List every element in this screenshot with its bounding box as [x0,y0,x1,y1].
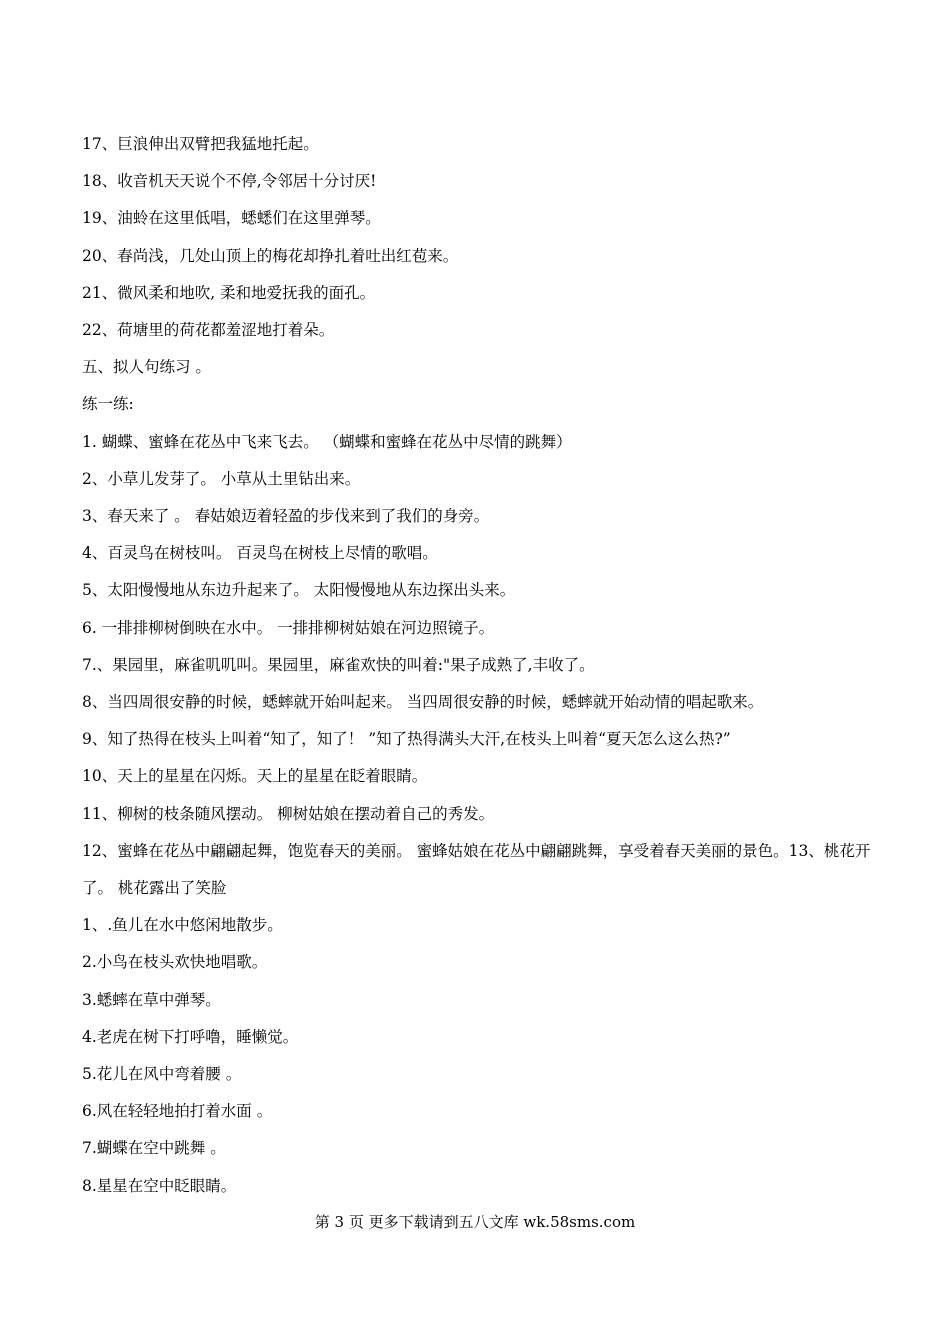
sentence-line: 19、油蛉在这里低唱，蟋蟋们在这里弹琴。 [82,209,381,228]
exercise-line: 2、小草儿发芽了。 小草从土里钻出来。 [82,469,361,488]
example-line: 7.蝴蝶在空中跳舞 。 [82,1139,226,1158]
exercise-line: 1. 蝴蝶、蜜蜂在花丛中飞来飞去。 （蝴蝶和蜜蜂在花丛中尽情的跳舞） [82,432,572,451]
example-line: 4.老虎在树下打呼噜，睡懒觉。 [82,1027,299,1046]
example-line: 5.花儿在风中弯着腰 。 [82,1065,242,1084]
sentence-line: 20、春尚浅，几处山顶上的梅花却挣扎着吐出红苞来。 [82,246,459,265]
exercise-line: 11、柳树的枝条随风摆动。 柳树姑娘在摆动着自己的秀发。 [82,804,495,823]
sentence-line: 21、微风柔和地吹, 柔和地爱抚我的面孔。 [82,283,376,302]
example-line: 3.蟋蟀在草中弹琴。 [82,990,221,1009]
exercise-line: 9、知了热得在枝头上叫着“知了，知了！ ”知了热得满头大汗,在枝头上叫着“夏天怎么这么热?” [82,730,731,749]
example-line: 6.风在轻轻地拍打着水面 。 [82,1102,273,1121]
exercise-line: 10、天上的星星在闪烁。天上的星星在眨着眼睛。 [82,767,428,786]
exercise-heading: 练一练: [82,395,134,414]
exercise-line: 6. 一排排柳树倒映在水中。 一排排柳树姑娘在河边照镜子。 [82,618,495,637]
exercise-line: 4、百灵鸟在树枝叫。 百灵鸟在树枝上尽情的歌唱。 [82,544,438,563]
exercise-line: 7.、果园里，麻雀叽叽叫。果园里，麻雀欢快的叫着:"果子成熟了,丰收了。 [82,655,595,674]
sentence-line: 22、荷塘里的荷花都羞涩地打着朵。 [82,321,335,340]
section-heading: 五、拟人句练习 。 [82,358,211,377]
document-body [82,126,882,1205]
sentence-line: 17、巨浪伸出双臂把我猛地托起。 [82,135,319,153]
page-footer: 第 3 页 更多下载请到五八文库 wk.58sms.com [314,1213,636,1231]
example-line: 8.星星在空中眨眼睛。 [82,1176,237,1195]
example-line: 2.小鸟在枝头欢快地唱歌。 [82,953,268,972]
exercise-line: 3、春天来了 。 春姑娘迈着轻盈的步伐来到了我们的身旁。 [82,507,490,526]
exercise-line: 8、当四周很安静的时候，蟋蟀就开始叫起来。 当四周很安静的时候，蟋蟀就开始动情的唱起歌来。 [82,693,764,712]
sentence-line: 18、收音机天天说个不停,令邻居十分讨厌! [82,172,377,191]
example-line: 1、.鱼儿在水中悠闲地散步。 [82,916,283,935]
exercise-line-wrapped: 12、蜜蜂在花丛中翩翩起舞，饱览春天的美丽。 蜜蜂姑娘在花丛中翩翩跳舞，享受着春天美丽的景色。13、桃花开了。 桃花露出了笑脸 [82,841,871,898]
exercise-line: 5、太阳慢慢地从东边升起来了。 太阳慢慢地从东边探出头来。 [82,581,516,600]
